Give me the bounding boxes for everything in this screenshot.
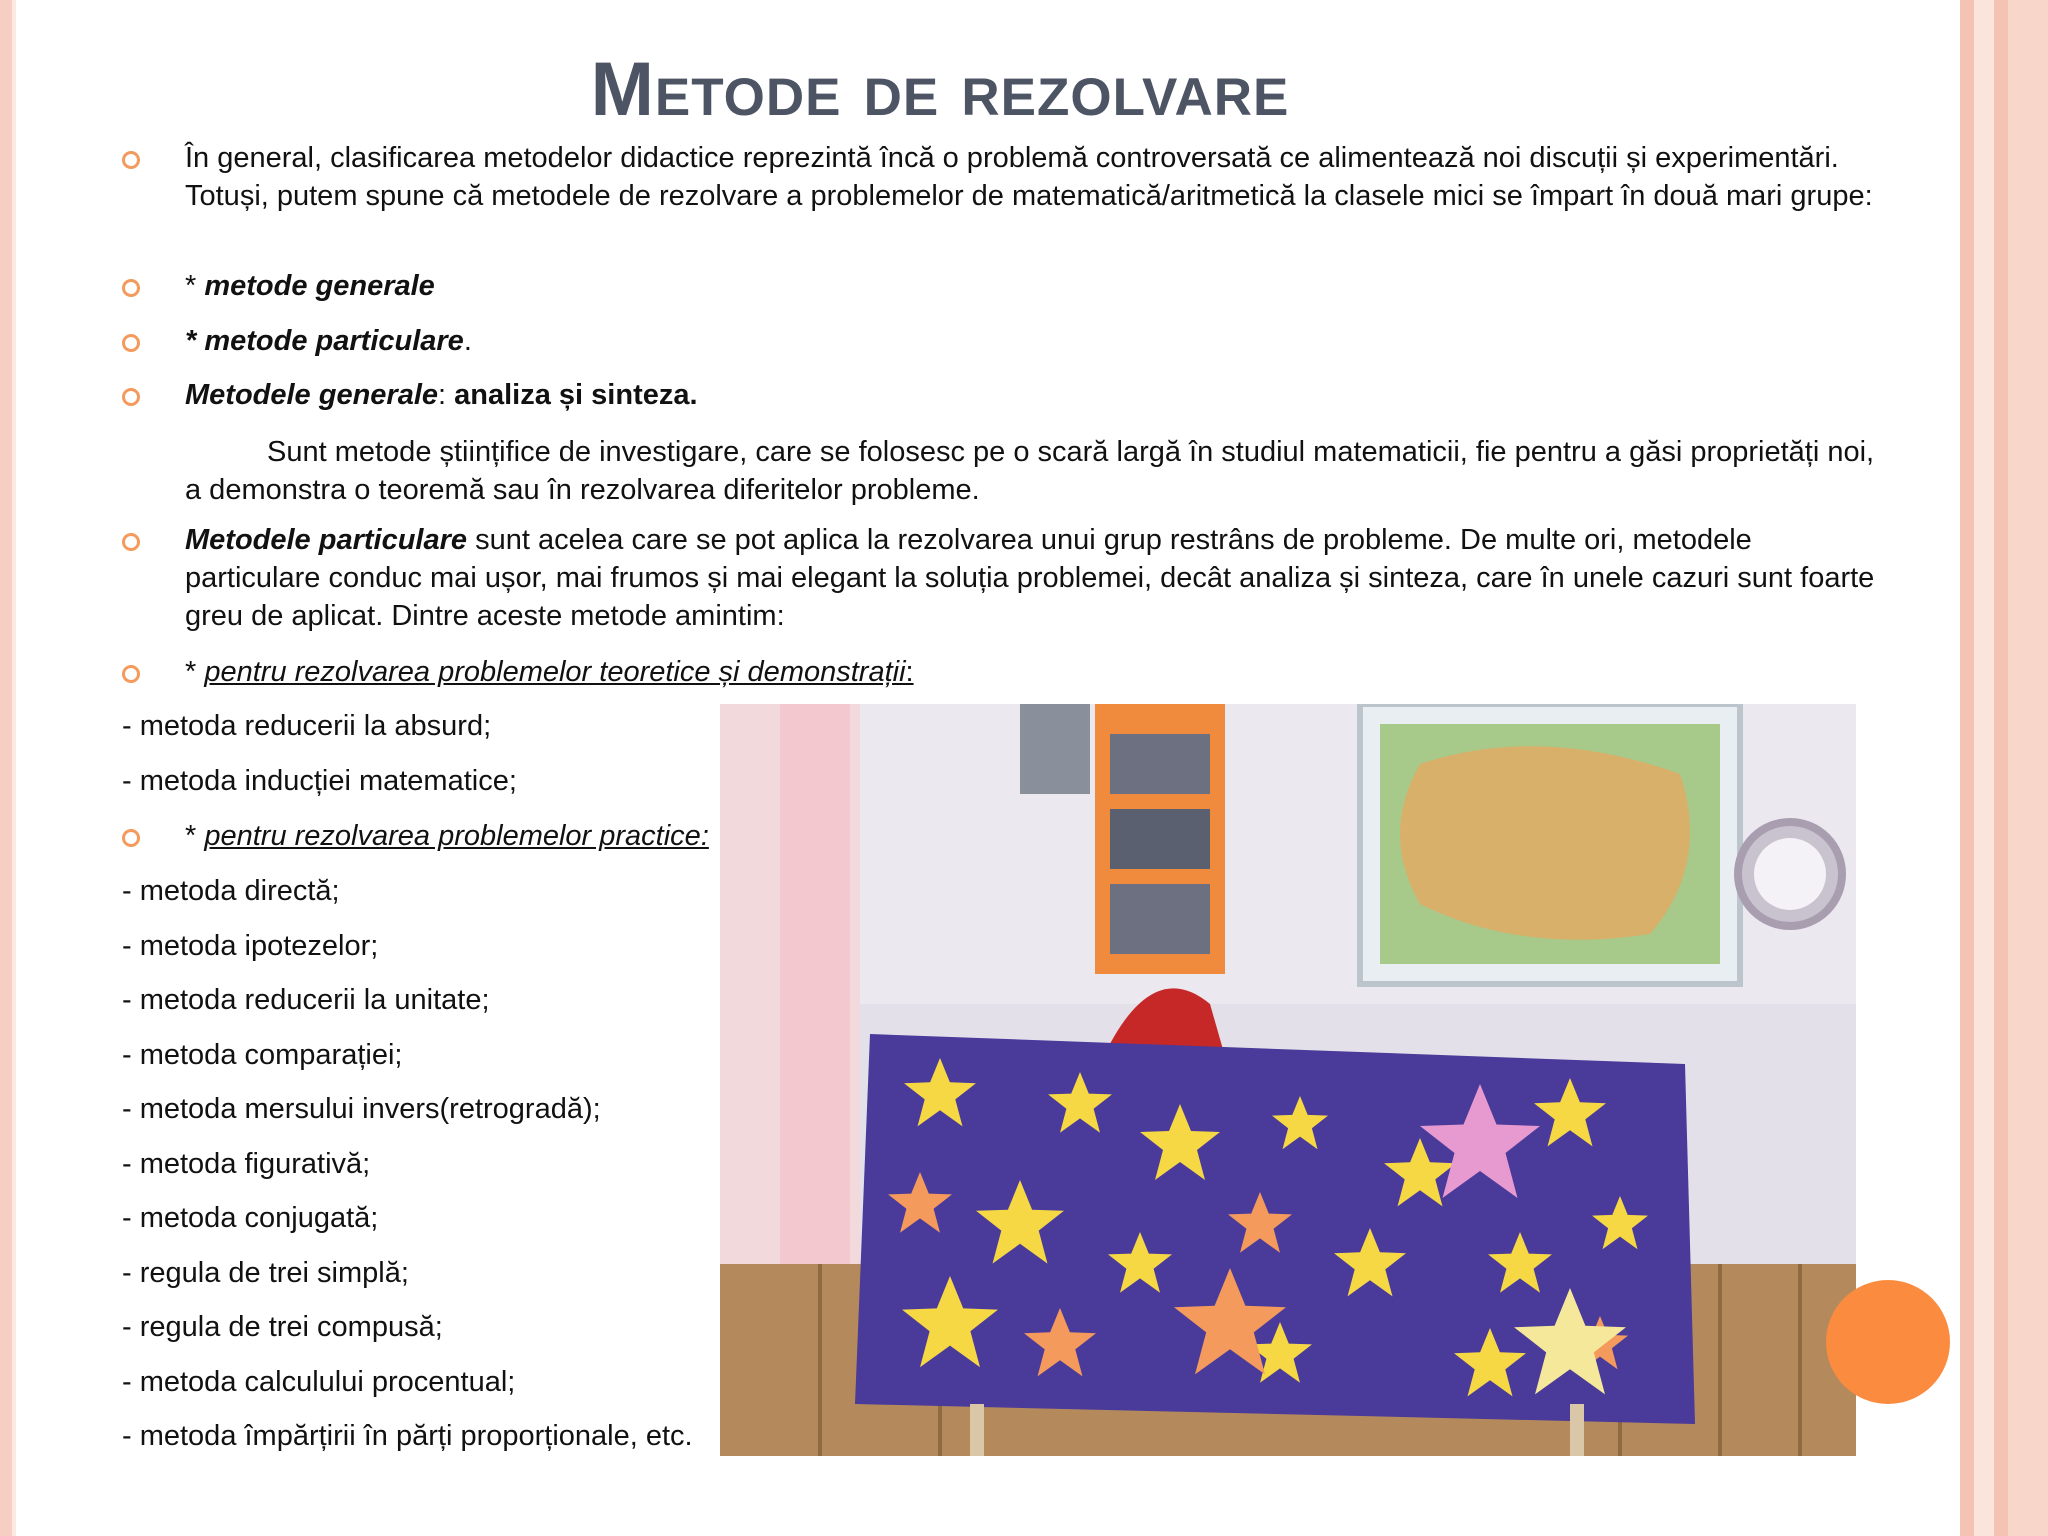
- bullet-icon: [122, 279, 140, 297]
- method-item: - regula de trei simplă;: [122, 1257, 409, 1289]
- method-item: - metoda calculului procentual;: [122, 1366, 516, 1398]
- method-item: - metoda inducției matematice;: [122, 765, 517, 797]
- group-general-label: metode generale: [204, 270, 435, 302]
- method-item: - regula de trei compusă;: [122, 1311, 443, 1343]
- bullet-icon: [122, 151, 140, 169]
- right-frame-stripe: [1994, 0, 2008, 1536]
- bullet-icon: [122, 829, 140, 847]
- method-item: - metoda ipotezelor;: [122, 930, 379, 962]
- method-item: - metoda comparației;: [122, 1039, 403, 1071]
- bullet-icon: [122, 665, 140, 683]
- particular-methods-text: sunt acelea care se pot aplica la rezolvarea unui grup restrâns de probleme. De multe ori, metodele particulare conduc mai ușor, mai frumos și mai elegant la soluția problemei, decât analiza și sinteza, care în unele cazuri sunt foarte greu de aplicat. Dintre aceste metode amintim:: [185, 524, 1875, 632]
- practical-heading: * pentru rezolvarea problemelor practice:: [185, 820, 709, 852]
- right-frame-stripe: [1960, 0, 1974, 1536]
- general-methods-description: Sunt metode științifice de investigare, care se folosesc pe o scară largă în studiul matematicii, fie pentru a găsi proprietăți noi, a demonstra o teoremă sau în rezolvarea diferitelor probleme.: [185, 436, 1875, 506]
- method-item: - metoda reducerii la unitate;: [122, 984, 490, 1016]
- method-item: - metoda conjugată;: [122, 1202, 379, 1234]
- decorative-orange-circle: [1826, 1280, 1950, 1404]
- group-particular-label: * metode particulare: [185, 325, 464, 357]
- method-item: - metoda mersului invers(retrogradă);: [122, 1093, 601, 1125]
- method-item: - metoda figurativă;: [122, 1148, 371, 1180]
- theoretic-heading: * pentru rezolvarea problemelor teoretice și demonstrații:: [185, 656, 914, 688]
- bullet-icon: [122, 388, 140, 406]
- right-frame-stripe: [2008, 0, 2048, 1536]
- particular-methods-paragraph: [185, 521, 1895, 635]
- classroom-photo: [720, 704, 1856, 1456]
- method-item: - metoda directă;: [122, 875, 340, 907]
- bullet-icon: [122, 533, 140, 551]
- general-methods-label: Metodele generale: [185, 379, 439, 411]
- practical-heading-text: pentru rezolvarea problemelor practice:: [204, 820, 709, 852]
- theoretic-heading-text: pentru rezolvarea problemelor teoretice și demonstrații: [204, 656, 906, 688]
- group-particular: * metode particulare.: [185, 325, 472, 357]
- general-methods-value: analiza și sinteza.: [454, 379, 698, 411]
- bullet-icon: [122, 334, 140, 352]
- particular-methods-label: Metodele particulare: [185, 524, 468, 556]
- intro-paragraph: În general, clasificarea metodelor didactice reprezintă încă o problemă controversată ce alimentează noi discuții și experimentări. Totuși, putem spune că metodele de rezolvare a problemelor de matematică/aritmetică la clasele mici se împart în două mari grupe:: [185, 142, 1873, 212]
- general-methods-line: Metodele generale: analiza și sinteza.: [185, 379, 698, 411]
- slide-title: Metode de rezolvare: [590, 47, 1290, 132]
- method-item: - metoda reducerii la absurd;: [122, 710, 492, 742]
- method-item: - metoda împărțirii în părți proporționale, etc.: [122, 1420, 693, 1452]
- group-general: * metode generale: [185, 270, 435, 302]
- right-frame-stripe: [1974, 0, 1994, 1536]
